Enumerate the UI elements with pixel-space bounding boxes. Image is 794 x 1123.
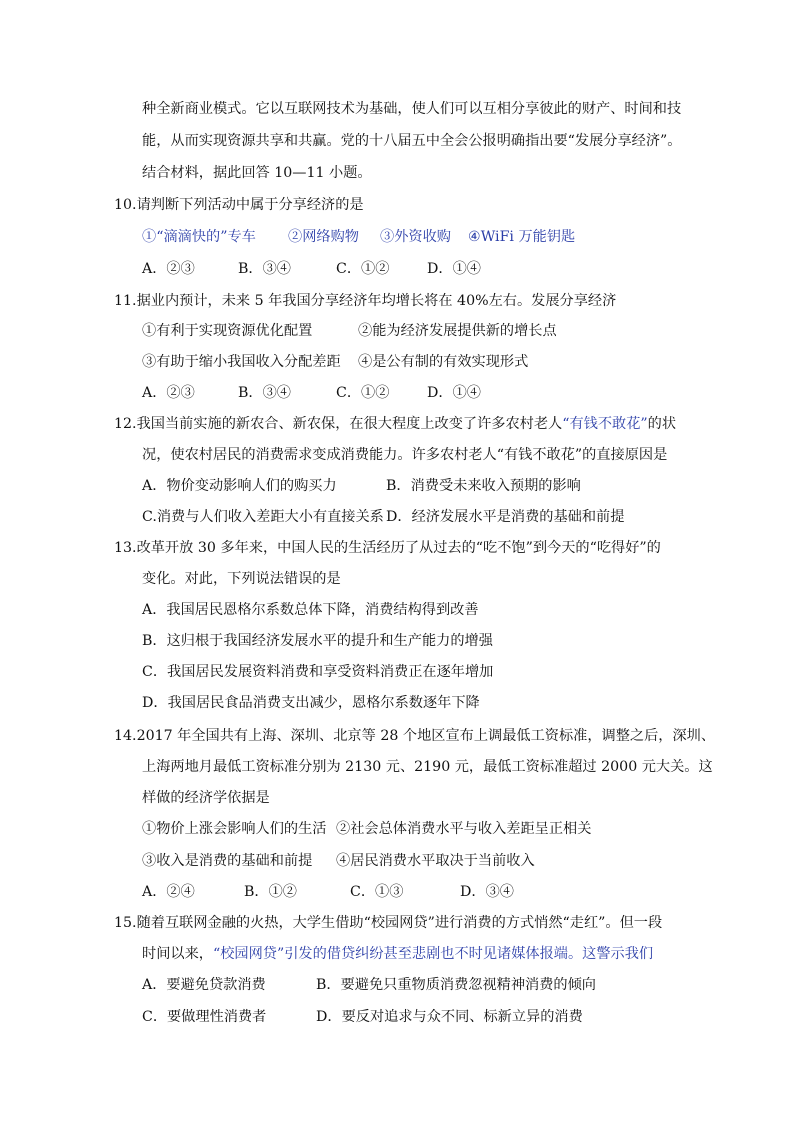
- q10-option-d: D．①④: [427, 261, 481, 277]
- question-14-stem-line-3: 样做的经济学依据是: [142, 790, 270, 806]
- q11-option-a: A．②③: [142, 385, 195, 401]
- q13-option-a: A．我国居民恩格尔系数总体下降，消费结构得到改善: [142, 602, 479, 618]
- q12-option-d: D．经济发展水平是消费的基础和前提: [386, 509, 625, 525]
- q10-item-3: ③外资收购: [380, 229, 451, 245]
- q12-stem-part-a: 12.我国当前实施的新农合、新农保，在很大程度上改变了许多农村老人: [114, 416, 563, 432]
- q15-stem-part-a: 时间以来，: [142, 946, 213, 962]
- q14-option-c: C．①③: [350, 884, 404, 900]
- q14-item-2: ②社会总体消费水平与收入差距呈正相关: [336, 821, 592, 837]
- q10-option-a: A．②③: [142, 261, 195, 277]
- q11-option-c: C．①②: [336, 385, 390, 401]
- question-12-stem-line-2: 况，使农村居民的消费需求变成消费能力。许多农村老人“有钱不敢花”的直接原因是: [142, 447, 668, 463]
- question-13-stem-line-2: 变化。对此，下列说法错误的是: [142, 571, 341, 587]
- q11-item-1: ①有利于实现资源优化配置: [142, 323, 313, 339]
- intro-line-2: 能，从而实现资源共享和共赢。党的十八届五中全会公报明确指出要“发展分享经济”。: [142, 133, 682, 149]
- q12-stem-part-b: “有钱不敢花”: [562, 416, 648, 432]
- q12-option-b: B．消费受未来收入预期的影响: [386, 478, 581, 494]
- question-12-stem-line-1: [114, 415, 676, 433]
- q10-item-1: ①“滴滴快的”专车: [142, 229, 256, 245]
- q14-item-3: ③收入是消费的基础和前提: [142, 853, 313, 869]
- q11-item-3: ③有助于缩小我国收入分配差距: [142, 354, 341, 370]
- q14-item-4: ④居民消费水平取决于当前收入: [336, 853, 535, 869]
- q10-option-c: C．①②: [336, 261, 390, 277]
- q14-option-b: B．①②: [244, 884, 297, 900]
- q15-option-b: B．要避免只重物质消费忽视精神消费的倾向: [316, 977, 596, 993]
- question-15-stem-line-2: [142, 945, 653, 963]
- question-10-stem: 10.请判断下列活动中属于分享经济的是: [114, 197, 364, 213]
- question-14-stem-line-2: 上海两地月最低工资标准分别为 2130 元、2190 元，最低工资标准超过 2000 元大关。这: [142, 759, 713, 775]
- q14-item-1: ①物价上涨会影响人们的生活: [142, 821, 327, 837]
- intro-line-3: 结合材料，据此回答 10—11 小题。: [142, 165, 372, 181]
- q12-stem-part-c: 的状: [647, 416, 677, 432]
- q11-option-d: D．①④: [427, 385, 481, 401]
- question-14-stem-line-1: 14.2017 年全国共有上海、深圳、北京等 28 个地区宣布上调最低工资标准，调整之后，深圳、: [114, 728, 716, 744]
- q15-option-d: D．要反对追求与众不同、标新立异的消费: [316, 1009, 583, 1025]
- q10-option-b: B．③④: [238, 261, 291, 277]
- q15-option-c: C．要做理性消费者: [142, 1009, 267, 1025]
- q10-item-2: ②网络购物: [288, 229, 359, 245]
- q11-item-2: ②能为经济发展提供新的增长点: [358, 323, 557, 339]
- q11-item-4: ④是公有制的有效实现形式: [358, 354, 529, 370]
- q12-option-a: A．物价变动影响人们的购买力: [142, 478, 337, 494]
- q13-option-d: D．我国居民食品消费支出减少，恩格尔系数逐年下降: [142, 695, 480, 711]
- q10-item-4: ④WiFi 万能钥匙: [468, 229, 576, 245]
- q14-option-d: D．③④: [460, 884, 514, 900]
- question-13-stem-line-1: 13.改革开放 30 多年来，中国人民的生活经历了从过去的“吃不饱”到今天的“吃得好”的: [114, 540, 661, 556]
- q14-option-a: A．②④: [142, 884, 195, 900]
- intro-line-1: 种全新商业模式。它以互联网技术为基础，使人们可以互相分享彼此的财产、时间和技: [142, 101, 682, 117]
- question-15-stem-line-1: 15.随着互联网金融的火热，大学生借助“校园网贷”进行消费的方式悄然“走红”。但一段: [114, 915, 663, 931]
- q13-option-c: C．我国居民发展资料消费和享受资料消费正在逐年增加: [142, 664, 494, 680]
- q12-option-c: C.消费与人们收入差距大小有直接关系: [142, 509, 384, 525]
- q15-stem-part-b: “校园网贷”引发的借贷纠纷甚至悲剧也不时见诸媒体报端。这警示我们: [212, 946, 654, 962]
- q11-option-b: B．③④: [238, 385, 291, 401]
- question-11-stem: 11.据业内预计，未来 5 年我国分享经济年均增长将在 40%左右。发展分享经济: [114, 293, 617, 309]
- q13-option-b: B．这归根于我国经济发展水平的提升和生产能力的增强: [142, 633, 493, 649]
- q15-option-a: A．要避免贷款消费: [142, 977, 266, 993]
